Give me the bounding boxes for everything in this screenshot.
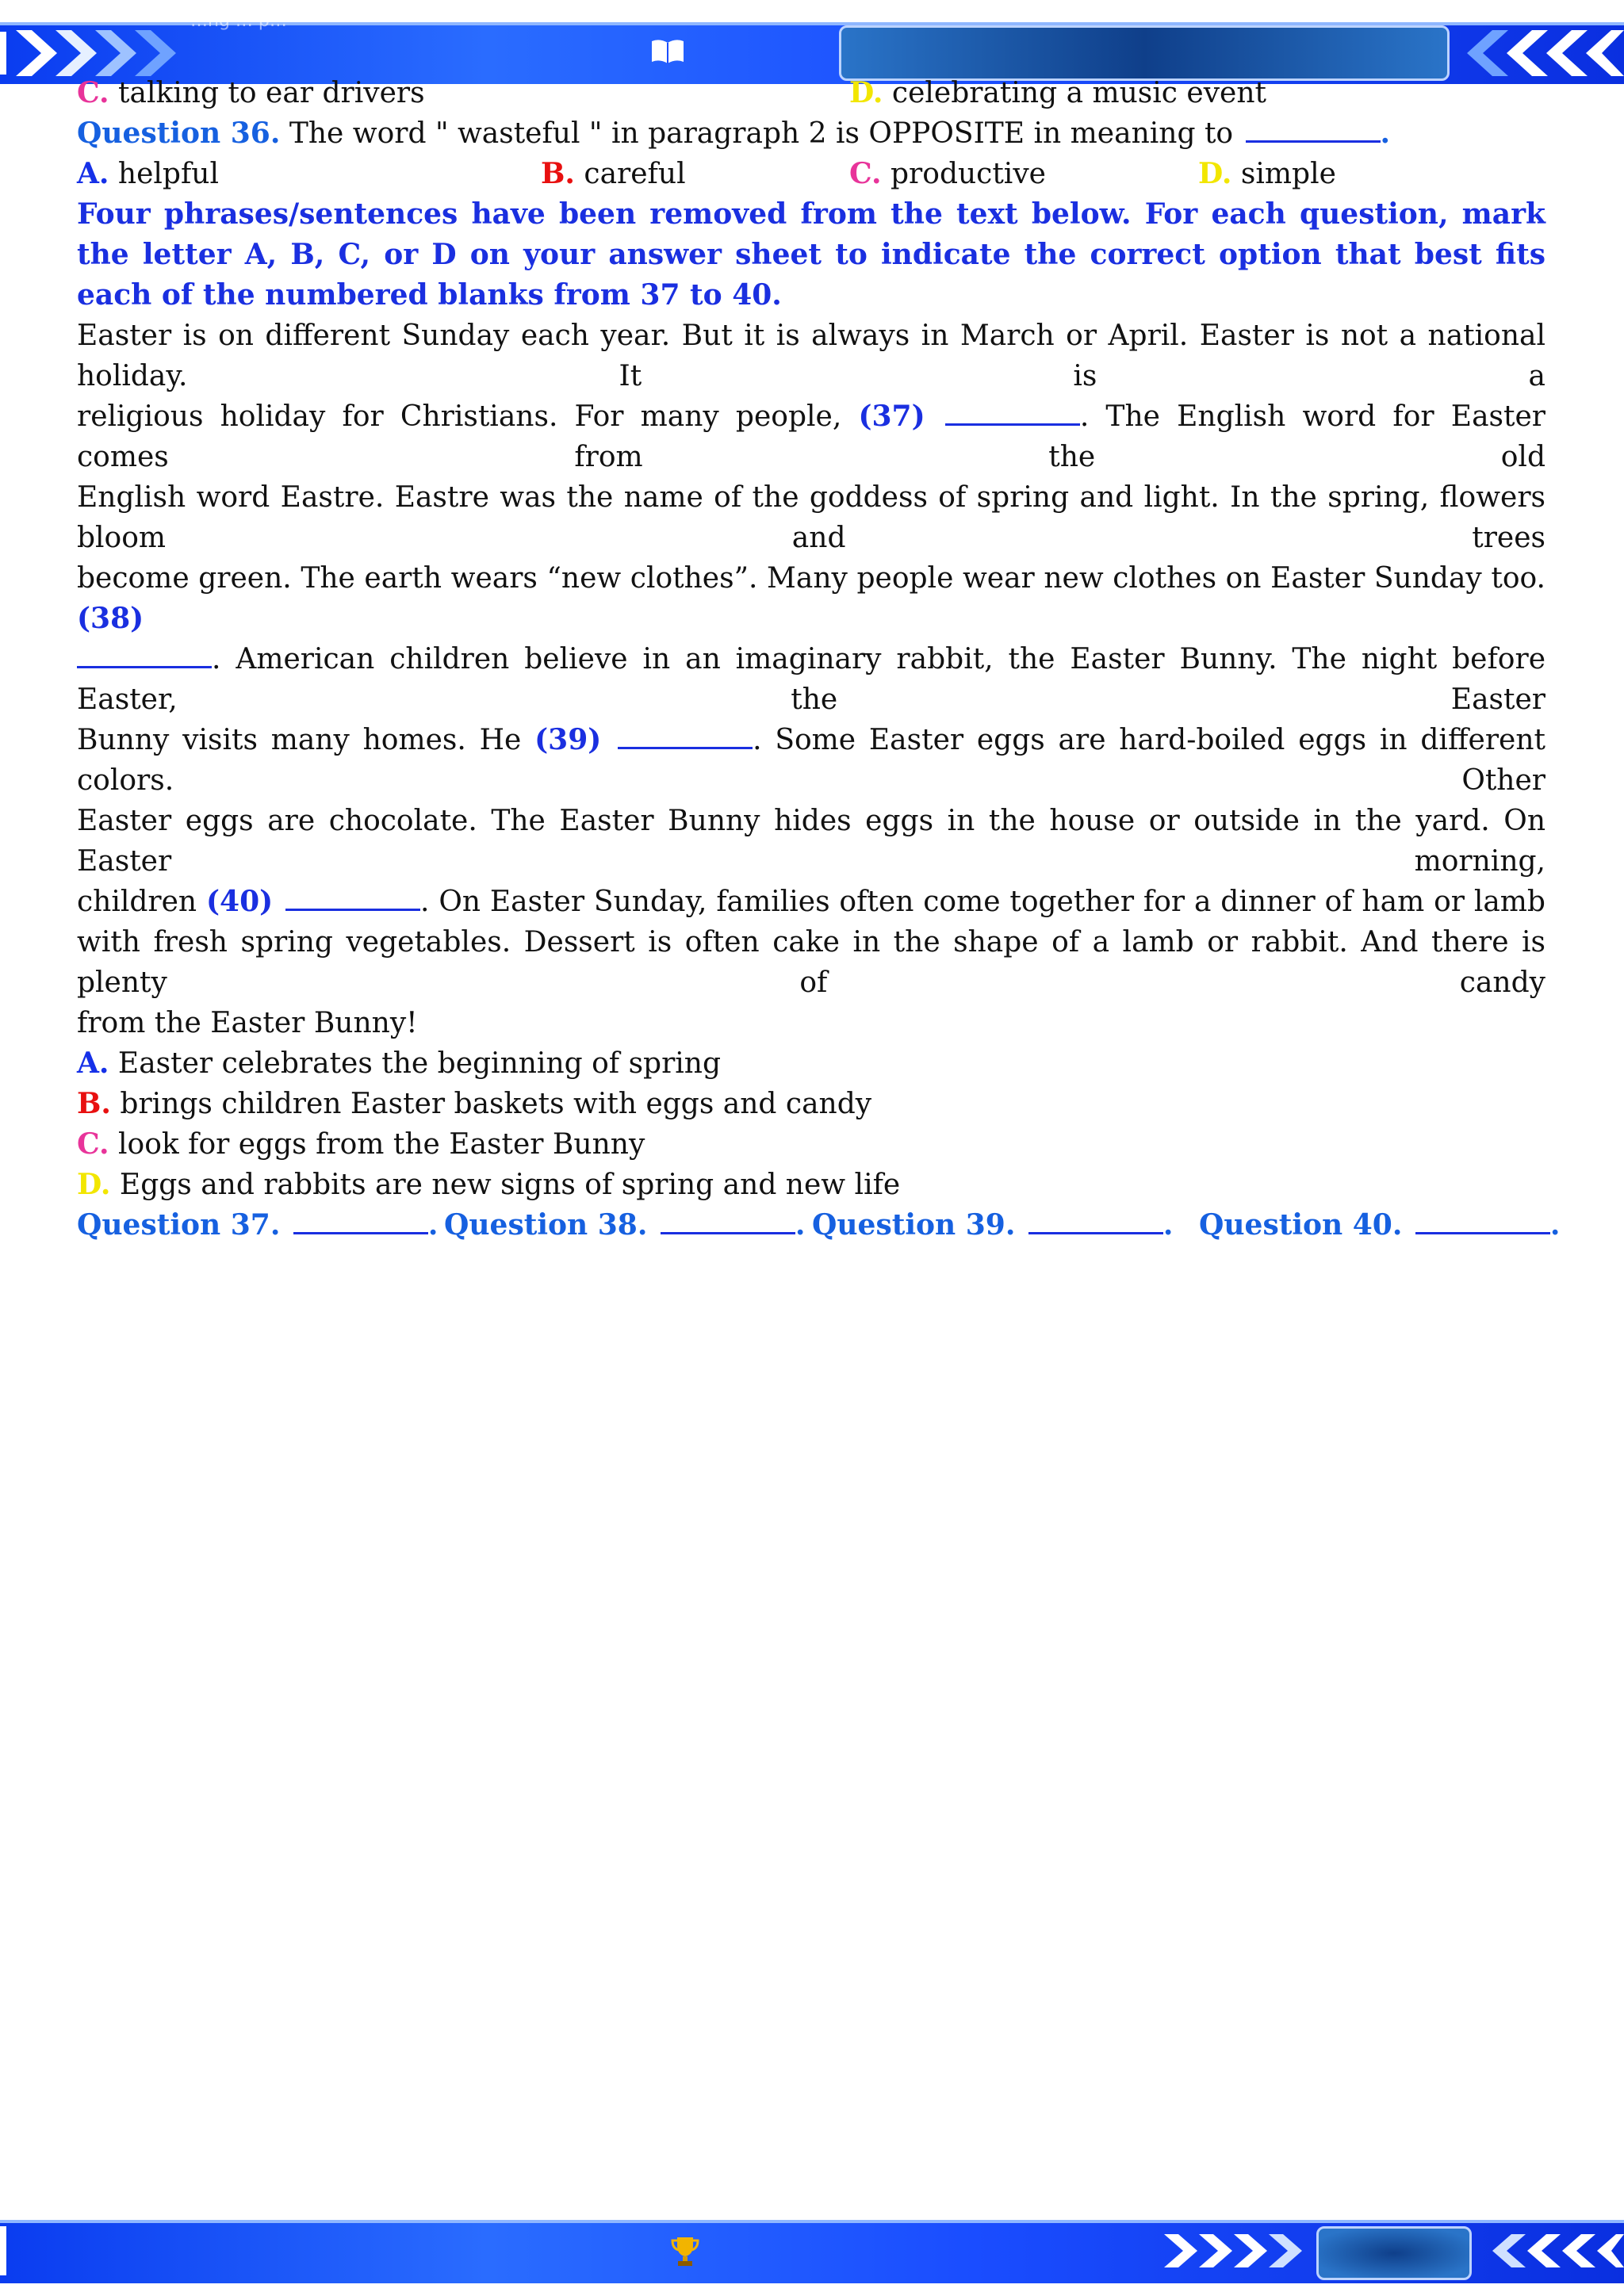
option-label-a: A.	[77, 1047, 109, 1080]
q35-option-c	[77, 73, 425, 113]
option-label-c: C.	[77, 1127, 109, 1161]
option-label-b: B.	[77, 1087, 111, 1120]
choice-b	[77, 1084, 1545, 1124]
option-text: talking to ear drivers	[118, 77, 425, 109]
answer-blank[interactable]	[293, 1231, 428, 1234]
passage-line: with fresh spring vegetables. Dessert is often cake in the shape of a lamb or rabbit. And there is plenty of candy	[77, 926, 1545, 999]
answer-blank[interactable]	[1028, 1231, 1163, 1234]
question-stem: The word " wasteful " in paragraph 2 is OPPOSITE in meaning to	[289, 117, 1234, 150]
passage-line: Easter eggs are chocolate. The Easter Bunny hides eggs in the house or outside in the yard. On Easter morning,	[77, 805, 1545, 878]
passage-text: religious holiday for Christians. For many people,	[77, 400, 842, 433]
q36-options-row	[77, 154, 1545, 194]
passage-line	[77, 882, 1545, 922]
answer-40	[1199, 1205, 1560, 1246]
answer-38	[444, 1205, 805, 1246]
passage-line	[77, 720, 1545, 801]
open-book-icon	[650, 38, 685, 65]
passage-text: . On Easter Sunday, families often come together for a dinner of ham or lamb	[420, 886, 1545, 918]
double-chevron-left-icon	[1477, 2225, 1624, 2277]
gap-39-blank	[618, 746, 753, 749]
passage-line: English word Eastre. Eastre was the name of the goddess of spring and light. In the spring, flowers bloom and trees	[77, 481, 1545, 554]
question-number: Question 39.	[812, 1208, 1016, 1242]
double-chevron-left-icon	[1451, 27, 1624, 79]
passage-line	[77, 558, 1545, 639]
q35-options-row	[77, 73, 1545, 113]
gap-39-marker: (39)	[534, 723, 602, 756]
header-right-chevrons	[1451, 27, 1624, 79]
passage-line	[77, 639, 1545, 720]
footer-banner	[0, 2220, 1624, 2283]
q36-stem	[77, 113, 1545, 154]
reading-passage	[77, 316, 1545, 1043]
gap-38-blank	[77, 665, 212, 668]
passage-line: Easter is on different Sunday each year. But it is always in March or April. Easter is not a national holiday. It is a	[77, 320, 1545, 392]
choice-a	[77, 1043, 1545, 1084]
section-instructions: Four phrases/sentences have been removed from the text below. For each question, mark the letter A, B, C, or D on your answer sheet to indicate the correct option that best fits each of the numbered blanks from 37 to 40.	[77, 197, 1545, 312]
double-chevron-right-icon	[0, 27, 190, 79]
answer-blank[interactable]	[661, 1231, 795, 1234]
option-text: productive	[891, 158, 1046, 190]
blank-period: .	[795, 1208, 806, 1242]
gap-40-marker: (40)	[205, 885, 274, 918]
answer-39	[812, 1205, 1173, 1246]
choice-c	[77, 1124, 1545, 1165]
option-text: helpful	[117, 158, 219, 190]
q36-option-a	[77, 154, 219, 194]
gap-40-blank	[285, 908, 420, 911]
footer-left-chevrons	[1477, 2225, 1624, 2277]
option-text: celebrating a music event	[891, 77, 1266, 109]
passage-text: Bunny visits many homes. He	[77, 724, 522, 756]
option-label-d: D.	[849, 76, 883, 109]
blank-period: .	[1162, 1208, 1174, 1242]
blank-period: .	[427, 1208, 439, 1242]
passage-text: . American children believe in an imaginary rabbit, the Easter Bunny. The night before Easter, the Easter	[77, 643, 1545, 716]
answer-row	[77, 1205, 1561, 1246]
option-label-b: B.	[541, 157, 575, 190]
passage-text: . Some Easter eggs are hard-boiled eggs in different colors. Other	[77, 724, 1545, 797]
q35-option-d	[849, 73, 1266, 113]
choice-d	[77, 1165, 1545, 1205]
footer-left-bar	[0, 2226, 6, 2275]
blank-period: .	[1549, 1208, 1561, 1242]
blank-period: .	[1380, 117, 1391, 150]
question-number: Question 36.	[77, 117, 281, 150]
header-left-chevrons	[0, 27, 190, 79]
trophy-icon	[671, 2236, 699, 2267]
option-label-c: C.	[849, 157, 882, 190]
gap-38-marker: (38)	[77, 602, 144, 635]
option-label-d: D.	[77, 1168, 111, 1201]
footer-pill	[1316, 2226, 1472, 2280]
double-chevron-right-icon	[1162, 2225, 1308, 2277]
q36-option-d	[1198, 154, 1336, 194]
option-text: look for eggs from the Easter Bunny	[118, 1128, 645, 1161]
option-label-c: C.	[77, 76, 109, 109]
passage-line: from the Easter Bunny!	[77, 1007, 418, 1039]
passage-text: children	[77, 886, 197, 918]
option-label-d: D.	[1198, 157, 1232, 190]
gap-37-blank	[945, 423, 1080, 426]
footer-banner-edge	[0, 2220, 1624, 2223]
answer-blank	[1246, 140, 1381, 143]
option-text: Eggs and rabbits are new signs of spring and new life	[119, 1169, 901, 1201]
answer-37	[77, 1205, 438, 1246]
q36-option-b	[541, 154, 686, 194]
header-faint-text: …ng … p…	[190, 11, 287, 31]
document-body	[77, 73, 1561, 1246]
q36-option-c	[849, 154, 1046, 194]
question-number: Question 38.	[444, 1208, 648, 1242]
question-number: Question 37.	[77, 1208, 281, 1242]
footer-right-chevrons	[1162, 2225, 1308, 2277]
option-text: careful	[584, 158, 686, 190]
passage-line	[77, 396, 1545, 477]
option-label-a: A.	[77, 157, 109, 190]
option-text: Easter celebrates the beginning of spring	[117, 1047, 722, 1080]
passage-text: become green. The earth wears “new clothes”. Many people wear new clothes on Easter Sunday too.	[77, 562, 1545, 595]
question-number: Question 40.	[1199, 1208, 1403, 1242]
passage-text: . The English word for Easter comes from the old	[77, 400, 1545, 473]
gap-37-marker: (37)	[858, 400, 925, 433]
answer-blank[interactable]	[1415, 1231, 1550, 1234]
option-text: brings children Easter baskets with eggs and candy	[120, 1088, 872, 1120]
option-text: simple	[1240, 158, 1336, 190]
